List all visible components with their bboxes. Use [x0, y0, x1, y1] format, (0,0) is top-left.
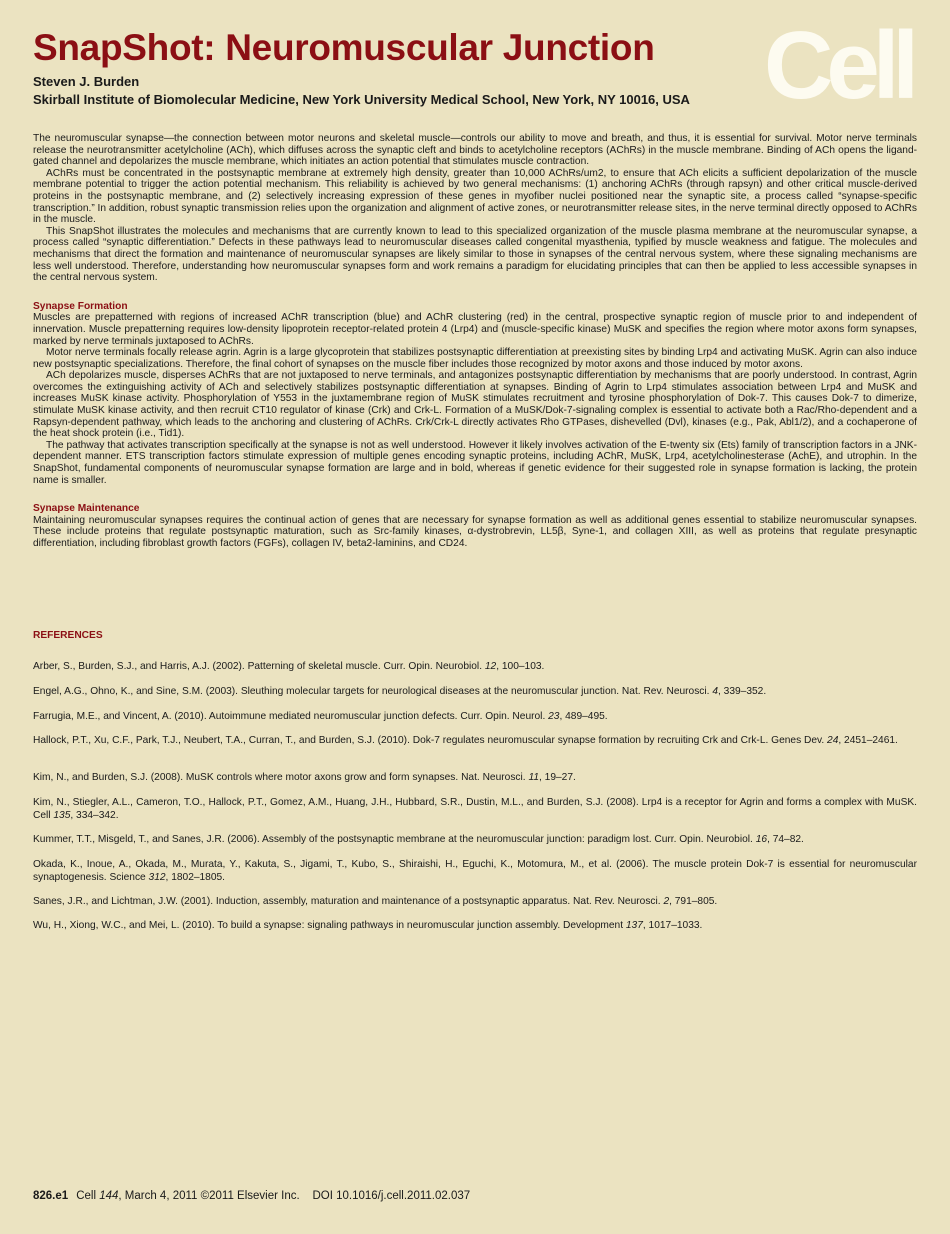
section-heading-maintenance: Synapse Maintenance	[33, 503, 140, 515]
reference-item: Hallock, P.T., Xu, C.F., Park, T.J., Neubert, T.A., Curran, T., and Burden, S.J. (2010). Dok-7 regulates neuromuscular synapse formation by recruiting Crk and Crk-L. Genes Dev. 24, 2451–2461.	[33, 735, 898, 746]
section-heading-formation: Synapse Formation	[33, 300, 128, 312]
reference-item: Farrugia, M.E., and Vincent, A. (2010). Autoimmune mediated neuromuscular junction defects. Curr. Opin. Neurol. 23, 489–495.	[33, 711, 608, 722]
reference-item: Kim, N., and Burden, S.J. (2008). MuSK controls where motor axons grow and form synapses. Nat. Neurosci. 11, 19–27.	[33, 772, 576, 783]
footer-volume: 144	[99, 1190, 119, 1202]
footer-journal: Cell	[76, 1190, 100, 1202]
page-title: SnapShot: Neuromuscular Junction	[33, 27, 655, 68]
reference-item: Kim, N., Stiegler, A.L., Cameron, T.O., Hallock, P.T., Gomez, A.M., Huang, J.H., Hubbard, S.R., Dustin, M.L., and Burden, S.J. (2008). Lrp4 is a receptor for Agrin and forms a complex with MuSK. Cell 135, 334–342.	[33, 797, 917, 821]
author-affiliation: Skirball Institute of Biomolecular Medicine, New York University Medical School, New York, NY 10016, USA	[33, 92, 690, 107]
formation-paragraph-4: The pathway that activates transcription specifically at the synapse is not as well understood. However it likely involves activation of the E-twenty six (Ets) family of transcription factors in a JNK-dependent manner. ETS transcription factors stimulate expression of multiple genes encoding synaptic proteins, including AChR, MuSK, Lrp4, acetylcholinesterase (AchE), and utrophin. In the SnapShot, fundamental components of neuromuscular synapse formation are large and in bold, whereas if genetic evidence for their suggested role in synapse formation is lacking, the protein name is smaller.	[33, 439, 917, 486]
footer-citation: , March 4, 2011 ©2011 Elsevier Inc. DOI 10.1016/j.cell.2011.02.037	[118, 1190, 471, 1202]
page-number: 826.e1	[33, 1190, 69, 1202]
author-name: Steven J. Burden	[33, 74, 140, 89]
references-heading: REFERENCES	[33, 630, 103, 641]
reference-item: Arber, S., Burden, S.J., and Harris, A.J. (2002). Patterning of skeletal muscle. Curr. Opin. Neurobiol. 12, 100–103.	[33, 661, 545, 672]
reference-item: Okada, K., Inoue, A., Okada, M., Murata, Y., Kakuta, S., Jigami, T., Kubo, S., Shiraishi, H., Eguchi, K., Motomura, M., et al. (2006). The muscle protein Dok-7 is essential for neuromuscular synaptogenesis. Science 312, 1802–1805.	[33, 859, 917, 883]
journal-logo: Cell	[764, 12, 913, 119]
reference-item: Kummer, T.T., Misgeld, T., and Sanes, J.R. (2006). Assembly of the postsynaptic membrane at the neuromuscular junction: paradigm lost. Curr. Opin. Neurobiol. 16, 74–82.	[33, 834, 804, 845]
intro-paragraph-2: AChRs must be concentrated in the postsynaptic membrane at extremely high density, greater than 10,000 AChRs/um2, to ensure that ACh elicits a sufficient depolarization of the muscle membrane potential to trigger the action potential mechanism. This reliability is achieved by two general mechanisms: (1) anchoring AChRs (through rapsyn) and other critical muscle-derived proteins in the postsynaptic membrane, and (2) selectively increasing expression of these genes in myofiber nuclei positioned near the synaptic site, a process called “synapse-specific transcription.” In addition, robust synaptic transmission relies upon the organization and alignment of active zones, or neurotransmitter release sites, in the nerve terminal directly opposed to AChRs in the muscle.	[33, 167, 917, 226]
maintenance-paragraph-1: Maintaining neuromuscular synapses requires the continual action of genes that are necessary for synapse formation as well as additional genes essential to stabilize neuromuscular synapses. These include proteins that regulate postsynaptic maturation, such as Src-family kinases, α-dystrobrevin, LL5β, Syne-1, and collagen XIII, as well as proteins that regulate presynaptic differentiation, including fibroblast growth factors (FGFs), collagen IV, beta2-laminins, and CD24.	[33, 514, 917, 549]
reference-item: Sanes, J.R., and Lichtman, J.W. (2001). Induction, assembly, maturation and maintenance of a postsynaptic apparatus. Nat. Rev. Neurosci. 2, 791–805.	[33, 896, 718, 907]
reference-item: Wu, H., Xiong, W.C., and Mei, L. (2010). To build a synapse: signaling pathways in neuromuscular junction assembly. Development 137, 1017–1033.	[33, 920, 703, 931]
page-footer	[33, 1189, 470, 1203]
formation-paragraph-3: ACh depolarizes muscle, disperses AChRs that are not juxtaposed to nerve terminals, and antagonizes postsynaptic differentiation by mechanisms that are poorly understood. In contrast, Agrin overcomes the extinguishing activity of ACh and selectively stabilizes postsynaptic differentiation at synapses. Binding of Agrin to Lrp4 stimulates association between Lrp4 and MuSK and increases MuSK kinase activity. Phosphorylation of Y553 in the juxtamembrane region of MuSK stimulates recruitment and tyrosine phosphorylation of Dok-7. This causes Dok-7 to dimerize, stimulate MuSK kinase activity, and then recruit CT10 regulator of kinase (Crk) and Crk-L. Formation of a MuSK/Dok-7-signaling complex is essential to activate both a Rac/Rho-dependent and a Rapsyn-dependent pathway, which leads to the anchoring and clustering of AChRs. Crk/Crk-L directly activates Rho GTPases, dishevelled (Dvl), kinases (e.g., Pak, Abl1/2), and a cochaperone of the heat shock protein (i.e., Tid1).	[33, 370, 917, 440]
article-body	[33, 133, 917, 550]
reference-item: Engel, A.G., Ohno, K., and Sine, S.M. (2003). Sleuthing molecular targets for neurological diseases at the neuromuscular junction. Nat. Rev. Neurosci. 4, 339–352.	[33, 686, 767, 697]
intro-paragraph-3: This SnapShot illustrates the molecules and mechanisms that are currently known to lead to this specialized organization of the muscle plasma membrane at the neuromuscular synapse, a process called “synaptic differentiation.” Defects in these pathways lead to neuromuscular diseases called congenital myasthenia, typified by muscle weakness and fatigue. The molecules and mechanisms that direct the formation and maintenance of neuromuscular synapses are likely similar to those in synapses of the central nervous system, where these signaling mechanisms are less well understood. Therefore, understanding how neuromuscular synapses form and work remains a paradigm for elucidating principles that can then be applied to less accessible synapses in the central nervous system.	[33, 225, 917, 284]
formation-paragraph-1: Muscles are prepatterned with regions of increased AChR transcription (blue) and AChR clustering (red) in the central, prospective synaptic region of muscle prior to and independent of innervation. Muscle prepatterning requires low-density lipoprotein receptor-related protein 4 (Lrp4) and (muscle-specific kinase) MuSK and specifies the region where motor axons form synapses, marked by nerve terminals juxtaposed to AChRs.	[33, 312, 917, 347]
intro-paragraph-1: The neuromuscular synapse—the connection between motor neurons and skeletal muscle—controls our ability to move and breath, and thus, it is essential for survival. Motor nerve terminals release the neurotransmitter acetylcholine (ACh), which diffuses across the synaptic cleft and binds to acetylcholine receptors (AChRs) in the muscle membrane. Binding of ACh opens the ligand-gated channel and depolarizes the muscle membrane, which initiates an action potential that stimulates muscle contraction.	[33, 133, 917, 168]
formation-paragraph-2: Motor nerve terminals focally release agrin. Agrin is a large glycoprotein that stabilizes postsynaptic differentiation at preexisting sites by binding Lrp4 and activating MuSK. Agrin can also induce new postsynaptic specializations. Therefore, the final cohort of synapses on the muscle fiber includes those recognized by motor axons and those induced by motor axons.	[33, 347, 917, 370]
